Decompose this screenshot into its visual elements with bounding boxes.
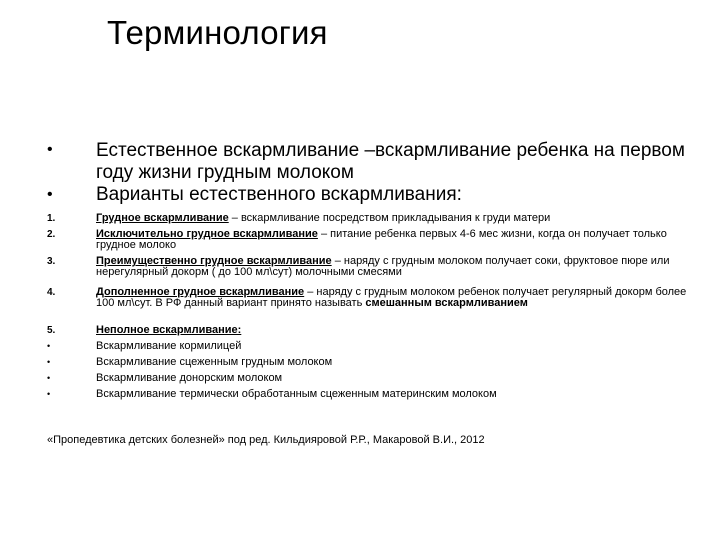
definition-number: 2. bbox=[47, 229, 56, 240]
definition-term: Дополненное грудное вскармливание bbox=[96, 286, 305, 298]
definition-text: – наряду с грудным молоком ребенок получает регулярный докорм более 100 мл\сут. В РФ данный вариант принято называть bbox=[96, 286, 687, 309]
bullet-marker: • bbox=[47, 389, 51, 399]
definition-term: Преимущественно грудное вскармливание bbox=[96, 255, 332, 267]
definition-emphasis: смешанным вскармливанием bbox=[365, 297, 528, 309]
definition-item bbox=[96, 325, 696, 336]
definition-number: 1. bbox=[47, 213, 56, 224]
definition-item bbox=[96, 287, 696, 309]
list-item: Вскармливание термически обработанным сцеженным материнским молоком bbox=[96, 388, 497, 400]
slide-title: Терминология bbox=[107, 14, 328, 51]
bullet-marker: • bbox=[47, 357, 51, 367]
list-item: Вскармливание сцеженным грудным молоком bbox=[96, 356, 333, 368]
definition-term: Грудное вскармливание bbox=[96, 212, 229, 224]
bullet-marker: • bbox=[47, 373, 51, 383]
definition-text: – питание ребенка первых 4-6 мес жизни, когда он получает только грудное молоко bbox=[96, 228, 667, 251]
bullet-marker: • bbox=[47, 341, 51, 351]
bullet-marker: • bbox=[47, 141, 53, 158]
list-item: Вскармливание донорским молоком bbox=[96, 372, 283, 384]
bullet-marker: • bbox=[47, 186, 53, 203]
definition-term: Исключительно грудное вскармливание bbox=[96, 228, 318, 240]
source-citation: «Пропедевтика детских болезней» под ред. Кильдияровой Р.Р., Макаровой В.И., 2012 bbox=[47, 434, 485, 446]
definition-text: – вскармливание посредством прикладывания к груди матери bbox=[228, 212, 551, 224]
definition-number: 5. bbox=[47, 325, 56, 336]
intro-variants: Варианты естественного вскармливания: bbox=[96, 184, 462, 205]
definition-number: 3. bbox=[47, 256, 56, 267]
definition-term: Неполное вскармливание: bbox=[96, 324, 242, 336]
definition-item bbox=[96, 213, 696, 224]
definition-item bbox=[96, 256, 696, 278]
definition-number: 4. bbox=[47, 287, 56, 298]
definition-text: – наряду с грудным молоком получает соки, фруктовое пюре или нерегулярный докорм ( до 100 мл\сут) молочными смесями bbox=[96, 255, 670, 278]
list-item: Вскармливание кормилицей bbox=[96, 340, 242, 352]
definition-item bbox=[96, 229, 696, 251]
intro-natural-feeding: Естественное вскармливание –вскармливание ребенка на первом году жизни грудным молоком bbox=[96, 140, 685, 183]
